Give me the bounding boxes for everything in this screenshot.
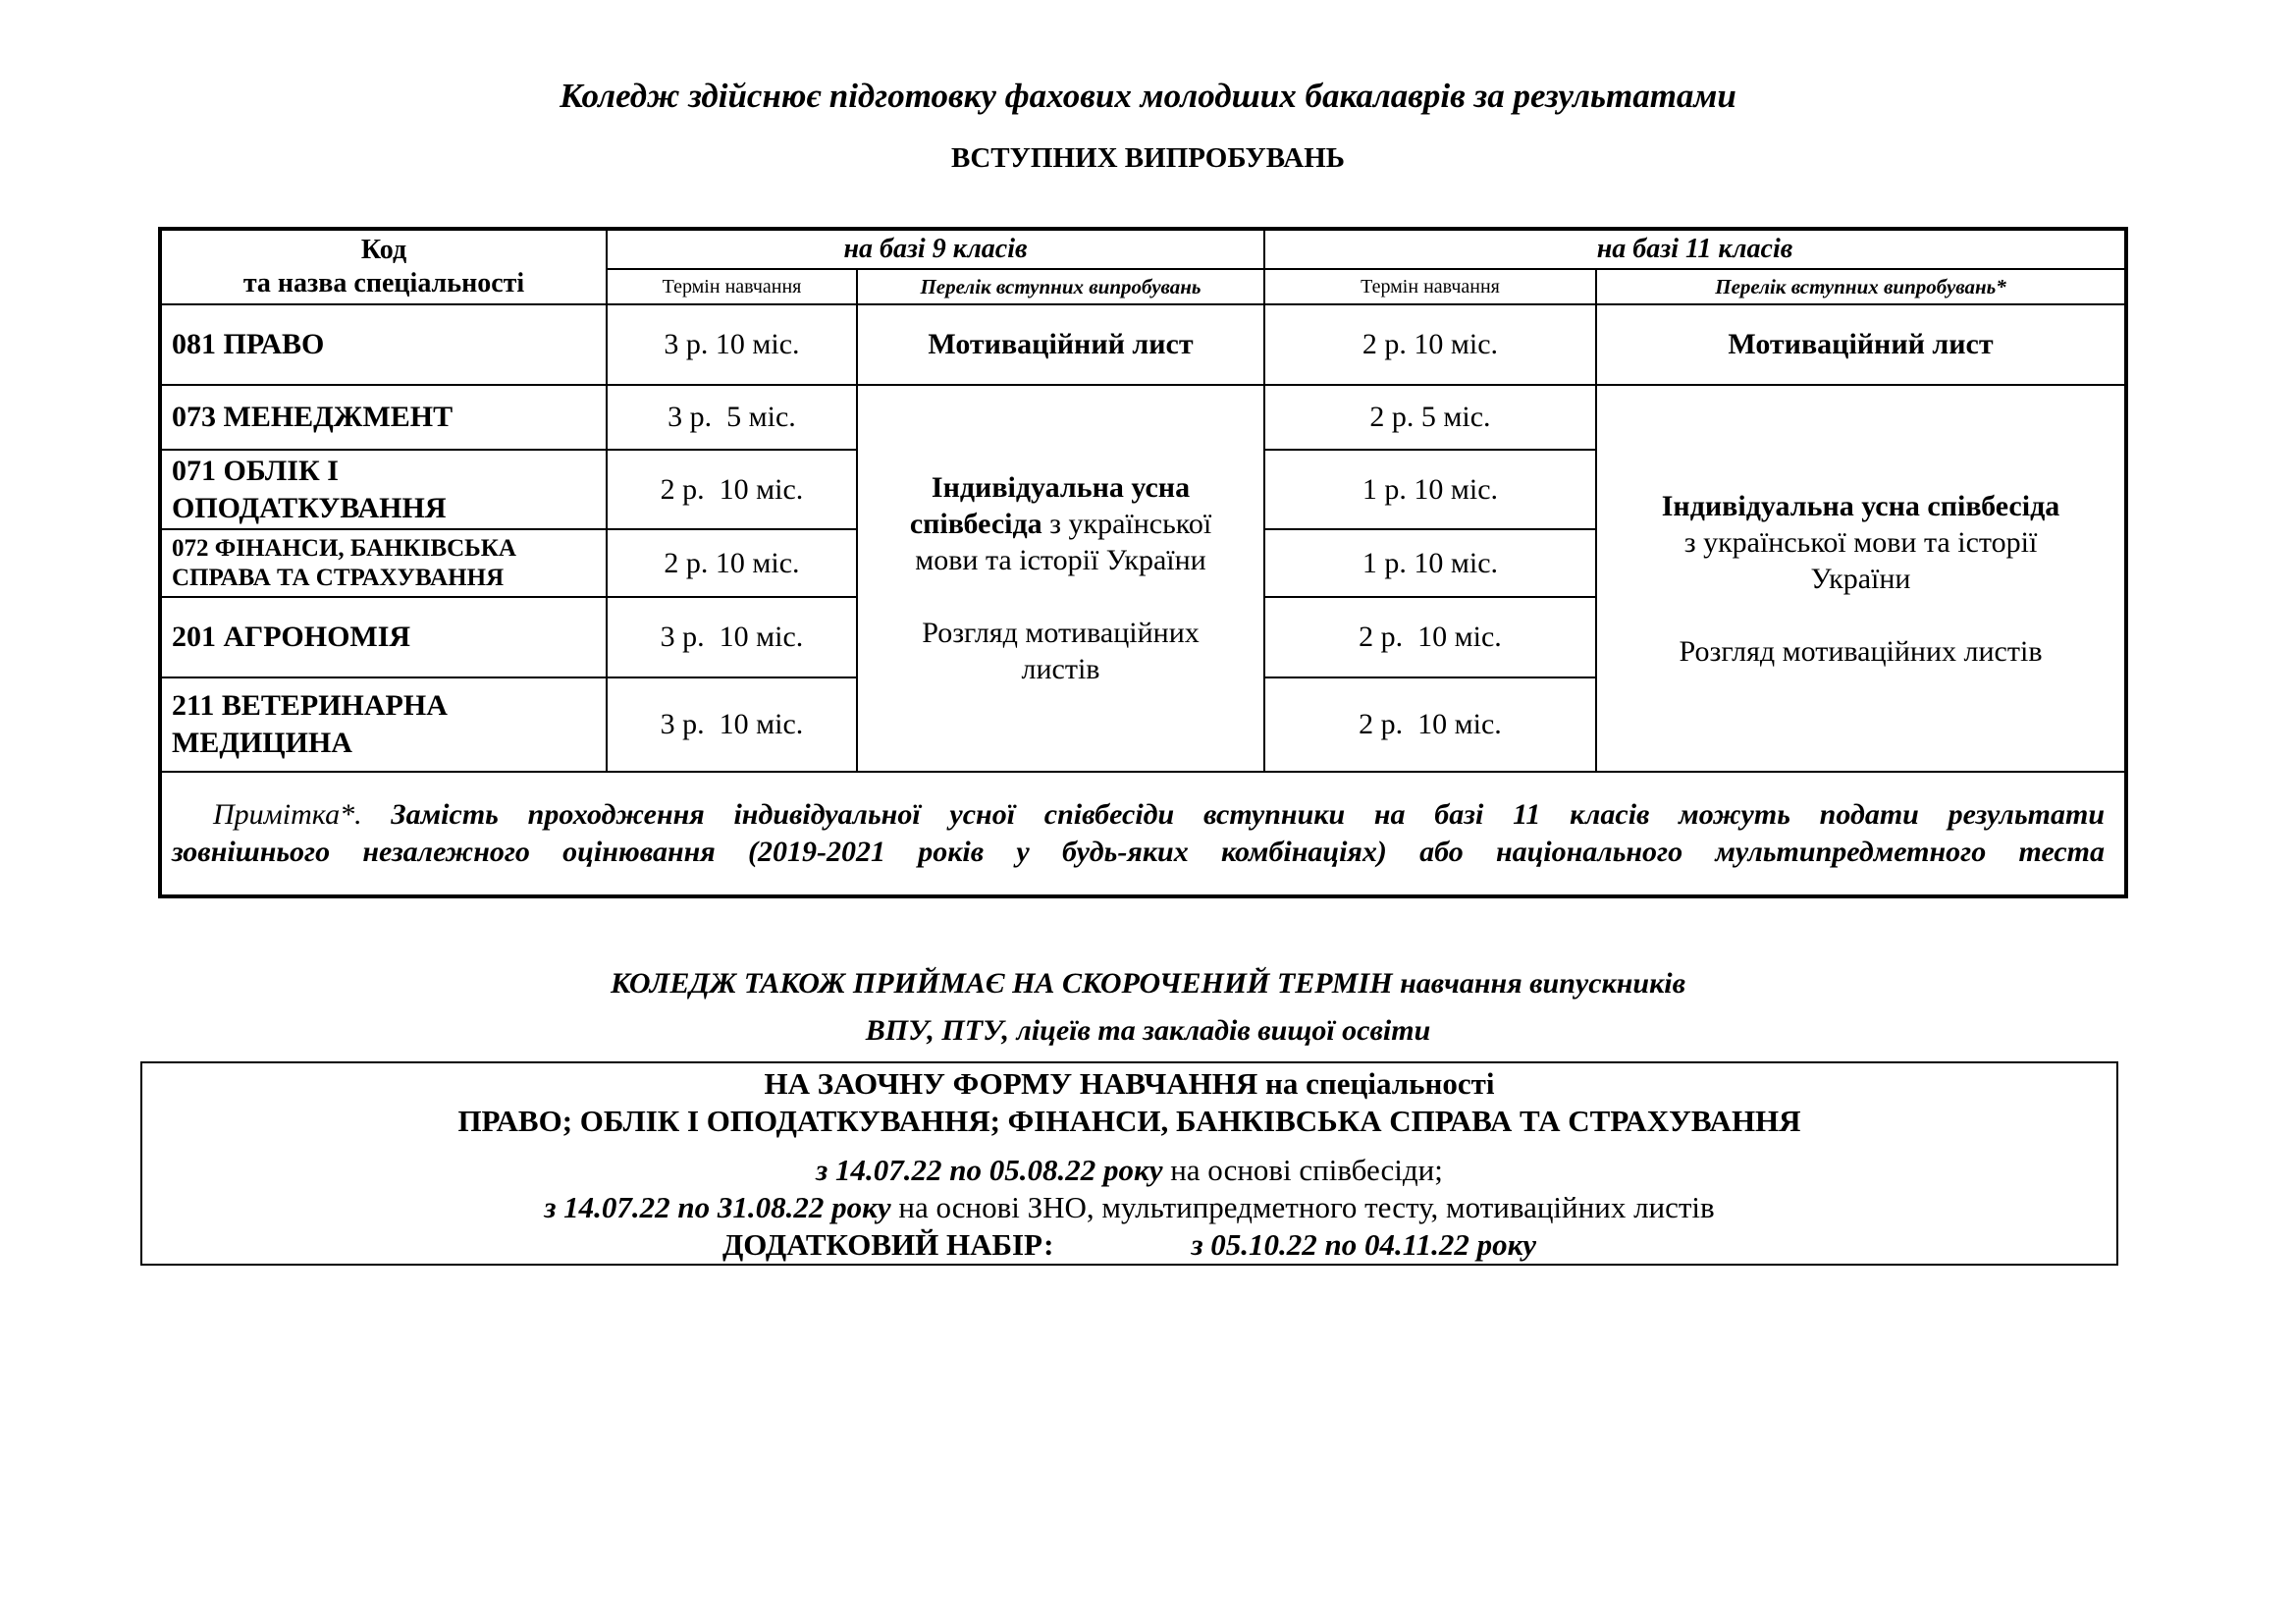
- admissions-table: [158, 227, 2128, 898]
- term-11: 2 р. 10 міс.: [1264, 597, 1596, 677]
- exam-9-review-line1: Розгляд мотиваційних: [922, 617, 1200, 649]
- header-exams-9: Перелік вступних випробувань: [857, 269, 1264, 304]
- exam-9-line3: мови та історії України: [915, 544, 1206, 576]
- spec-name: 073 МЕНЕДЖМЕНТ: [160, 385, 607, 450]
- term-11: 2 р. 5 міс.: [1264, 385, 1596, 450]
- table-header-row: [160, 229, 2126, 269]
- exam-11-line1: Індивідуальна усна співбесіда: [1661, 489, 2060, 522]
- extramural-period-1: з 14.07.22 по 05.08.22 року на основі співбесіди;: [816, 1153, 1443, 1187]
- spec-name: 201 АГРОНОМІЯ: [160, 597, 607, 677]
- header-term-11: Термін навчання: [1264, 269, 1596, 304]
- exam-11-line3: України: [1810, 562, 1911, 595]
- exam-11-motivation: Мотиваційний лист: [1596, 304, 2126, 385]
- header-code-line1: Код: [360, 235, 407, 265]
- header-exams-11: Перелік вступних випробувань*: [1596, 269, 2126, 304]
- header-group-11: на базі 11 класів: [1264, 229, 2126, 269]
- note-text: [160, 772, 2126, 896]
- exam-9-line1: Індивідуальна усна: [931, 471, 1191, 504]
- exam-11-interview: [1596, 385, 2126, 772]
- shortened-term-heading: КОЛЕДЖ ТАКОЖ ПРИЙМАЄ НА СКОРОЧЕНИЙ ТЕРМІН навчання випускників: [610, 967, 1686, 1000]
- term-9: 2 р. 10 міс.: [607, 450, 857, 529]
- spec-name: 071 ОБЛІК І ОПОДАТКУВАННЯ: [160, 450, 607, 529]
- extramural-specialties: ПРАВО; ОБЛІК І ОПОДАТКУВАННЯ; ФІНАНСИ, БАНКІВСЬКА СПРАВА ТА СТРАХУВАННЯ: [457, 1104, 1801, 1138]
- header-code-line2: та назва спеціальності: [242, 268, 525, 298]
- extramural-title: НА ЗАОЧНУ ФОРМУ НАВЧАННЯ на спеціальності: [764, 1066, 1495, 1101]
- note-line-1: Примітка*. Замість проходження індивідуальної усної співбесіди вступники на базі 11 класів можуть подати результати: [213, 798, 2106, 831]
- term-9: 3 р. 10 міс.: [607, 597, 857, 677]
- spec-name: 072 ФІНАНСИ, БАНКІВСЬКА СПРАВА ТА СТРАХУВАННЯ: [160, 529, 607, 597]
- table-row: [160, 304, 2126, 385]
- exam-9-interview: [857, 385, 1264, 772]
- spec-name: 211 ВЕТЕРИНАРНА МЕДИЦИНА: [160, 677, 607, 772]
- term-11: 1 р. 10 міс.: [1264, 529, 1596, 597]
- extramural-box: [140, 1061, 2118, 1266]
- note-line-2: зовнішнього незалежного оцінювання (2019-2021 років у будь-яких комбінаціях) або національного мультипредметного теста: [172, 836, 2106, 868]
- term-11: 1 р. 10 міс.: [1264, 450, 1596, 529]
- header-term-9: Термін навчання: [607, 269, 857, 304]
- exam-9-line2: співбесіда з української: [909, 508, 1212, 540]
- table-row: [160, 385, 2126, 450]
- spec-name: 081 ПРАВО: [160, 304, 607, 385]
- page-subtitle: ВСТУПНИХ ВИПРОБУВАНЬ: [951, 142, 1345, 174]
- note-row: [160, 772, 2126, 896]
- extramural-period-2: з 14.07.22 по 31.08.22 року на основі ЗНО, мультипредметного тесту, мотиваційних листів: [544, 1190, 1715, 1224]
- exam-11-review: Розгляд мотиваційних листів: [1679, 634, 2043, 668]
- extramural-additional: ДОДАТКОВИЙ НАБІР: з 05.10.22 по 04.11.22 року: [721, 1227, 1537, 1262]
- term-9: 3 р. 10 міс.: [607, 677, 857, 772]
- term-11: 2 р. 10 міс.: [1264, 677, 1596, 772]
- term-11: 2 р. 10 міс.: [1264, 304, 1596, 385]
- exam-9-review-line2: листів: [1021, 653, 1100, 685]
- exam-9-motivation: Мотиваційний лист: [857, 304, 1264, 385]
- term-9: 3 р. 10 міс.: [607, 304, 857, 385]
- term-9: 3 р. 5 міс.: [607, 385, 857, 450]
- term-9: 2 р. 10 міс.: [607, 529, 857, 597]
- shortened-term-subheading: ВПУ, ПТУ, ліцеїв та закладів вищої освіти: [865, 1014, 1431, 1047]
- header-group-9: на базі 9 класів: [607, 229, 1264, 269]
- header-code: [160, 229, 607, 304]
- exam-11-line2: з української мови та історії: [1683, 525, 2038, 559]
- page-title: Коледж здійснює підготовку фахових молодших бакалаврів за результатами: [560, 77, 1736, 115]
